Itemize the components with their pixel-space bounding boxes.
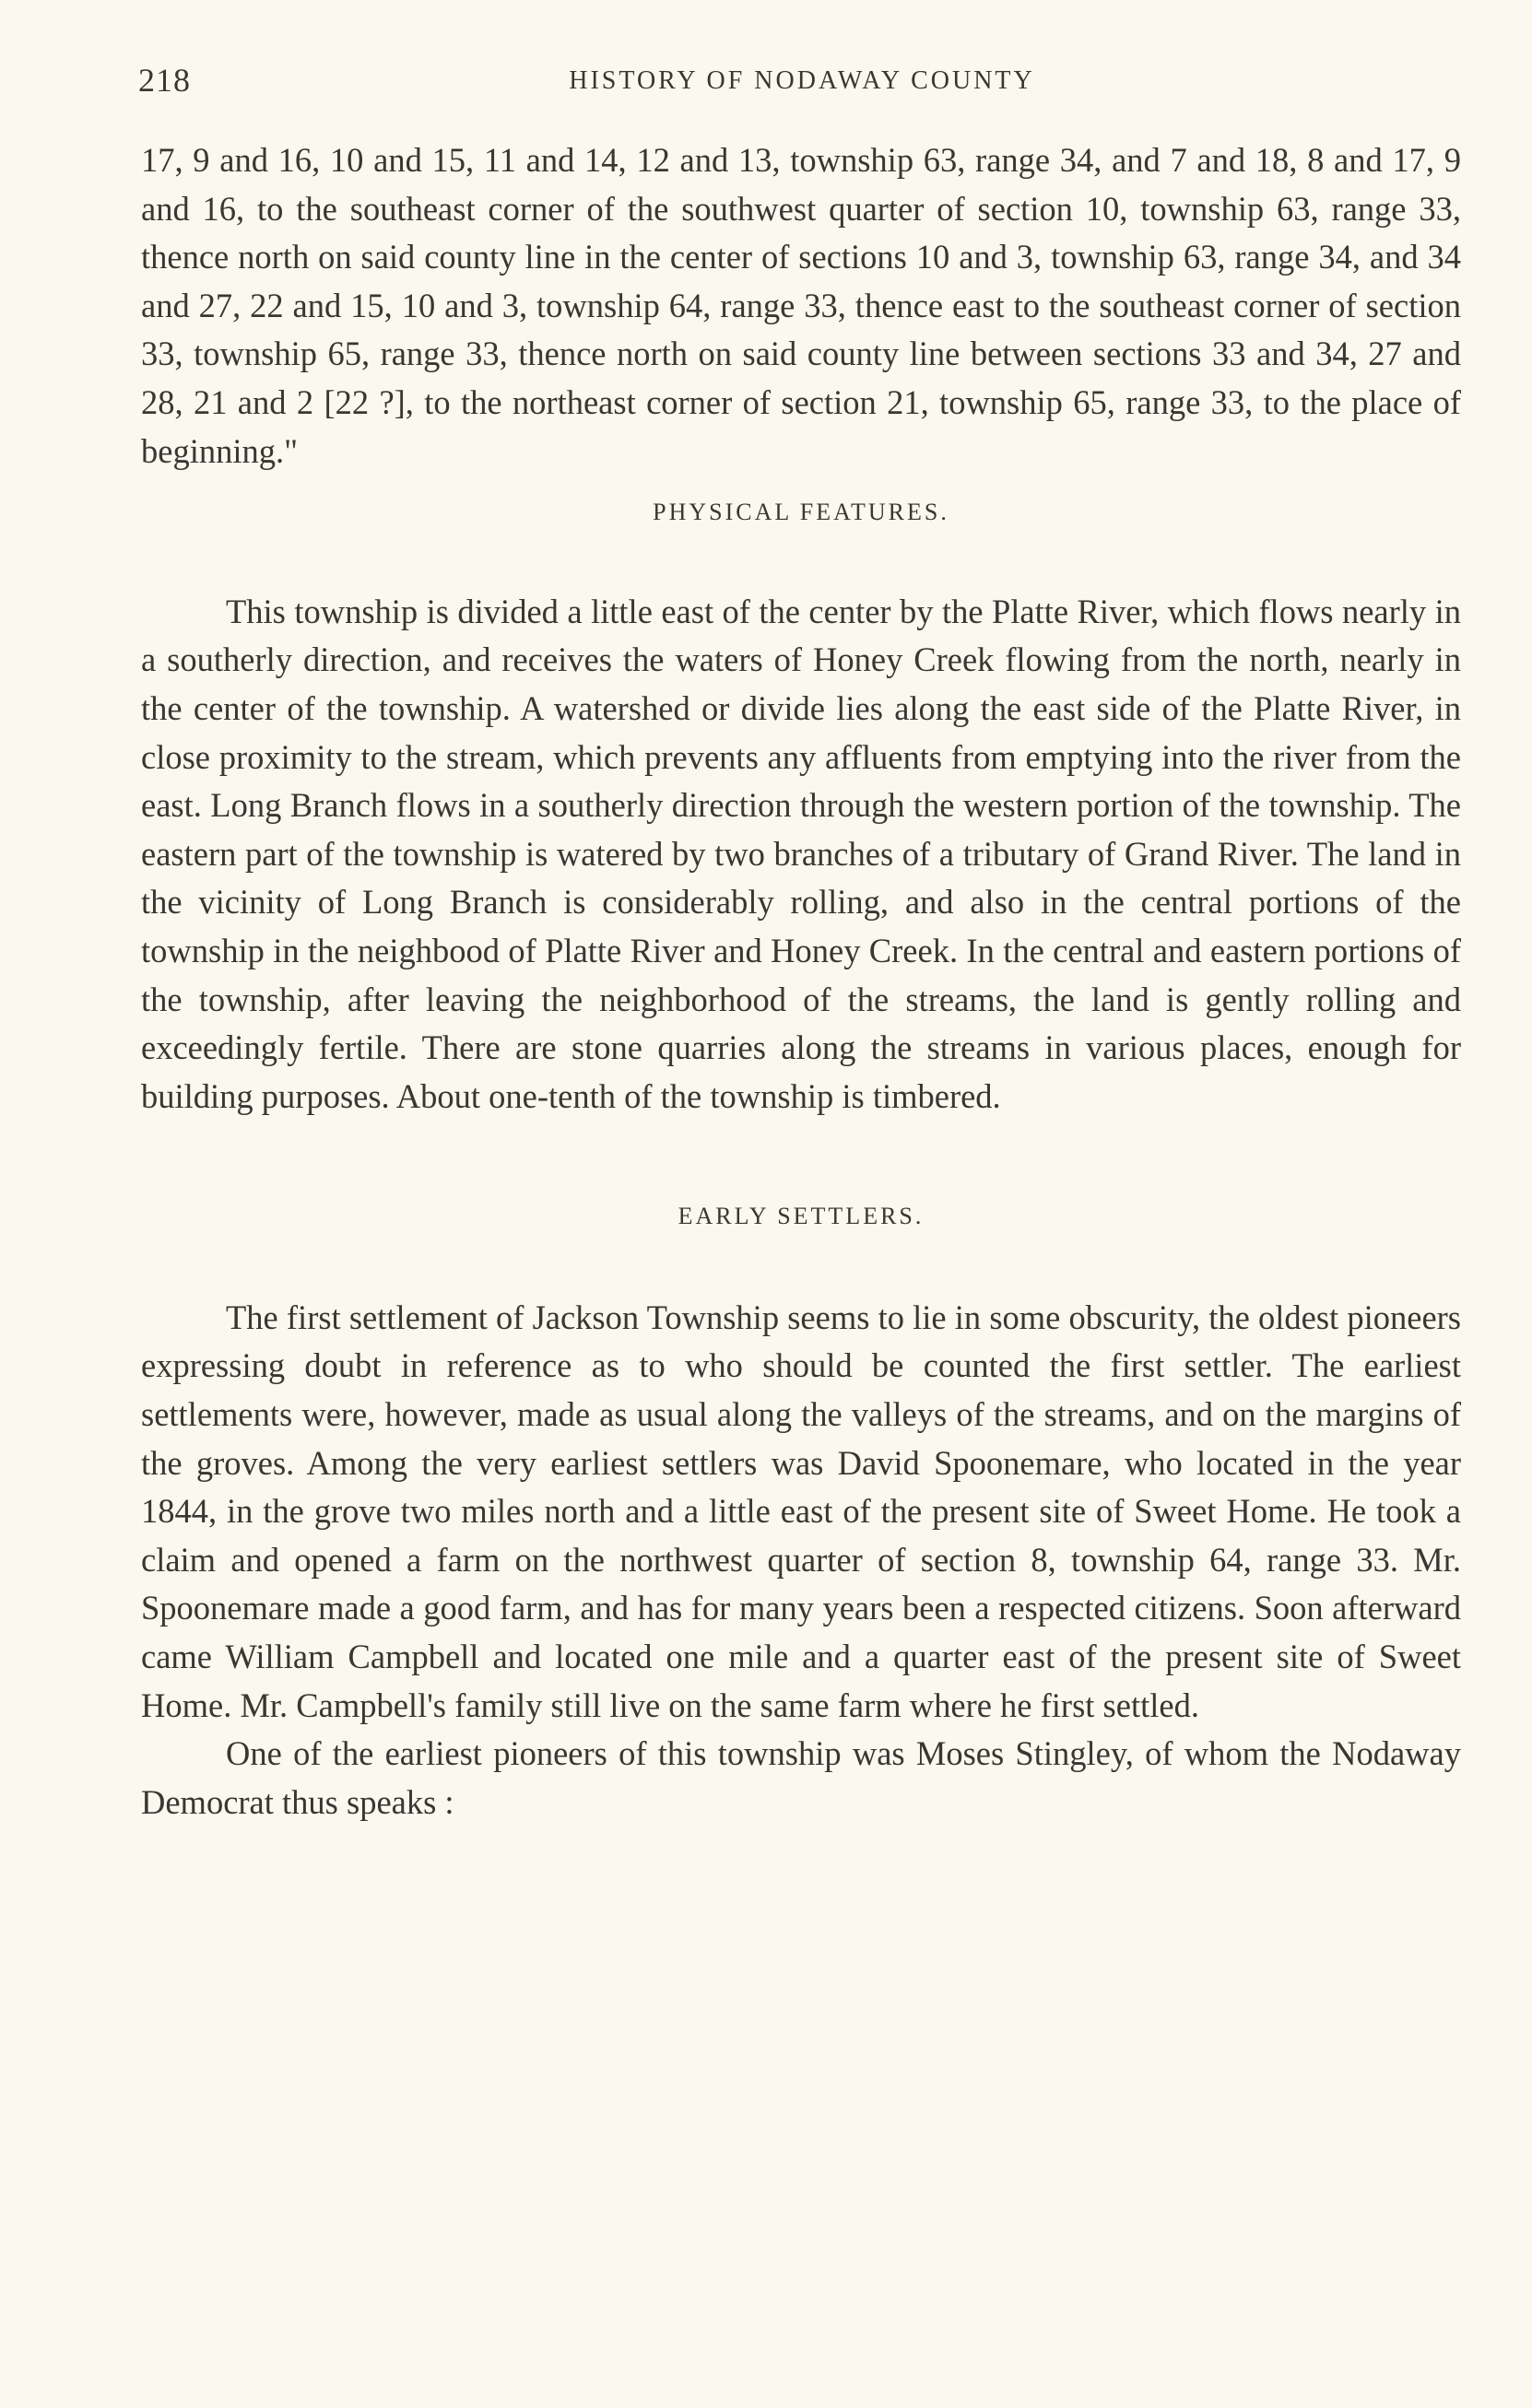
opening-paragraph: 17, 9 and 16, 10 and 15, 11 and 14, 12 and 13, township 63, range 34, and 7 and 18, 8 and 17, 9 and 16, to the southeast corner of the southwest quarter of section 10, township 63, range 33, thence north on said county line in the center of sections 10 and 3, township 63, range 34, and 34 and 27, 22 and 15, 10 and 3, township 64, range 33, thence east to the southeast corner of section 33, township 65, range 33, thence north on said county line between sections 33 and 34, 27 and 28, 21 and 2 [22 ?], to the northeast corner of section 21, township 65, range 33, to the place of beginning." xyxy=(141,141,1461,470)
section-heading-early-settlers: EARLY SETTLERS. xyxy=(678,1203,925,1230)
running-head-title: HISTORY OF NODAWAY COUNTY xyxy=(569,66,1035,95)
early-settlers-paragraph-1: The first settlement of Jackson Township seems to lie in some obscurity, the oldest pioneers expressing doubt in reference as to who should be counted the first settler. The earliest settlements were, however, made as usual along the valleys of the streams, and on the margins of the groves. Among the very earliest settlers was David Spoonemare, who located in the year 1844, in the grove two miles north and a little east of the present site of Sweet Home. He took a claim and opened a farm on the northwest quarter of section 8, township 64, range 33. Mr. Spoonemare made a good farm, and has for many years been a respected citizens. Soon afterward came William Campbell and located one mile and a quarter east of the present site of Sweet Home. Mr. Campbell's family still live on the same farm where he first settled. xyxy=(141,1298,1461,1724)
running-head xyxy=(138,61,1466,107)
body-text xyxy=(141,136,1461,1827)
early-settlers-paragraph-2: One of the earliest pioneers of this township was Moses Stingley, of whom the Nodaway Democrat thus speaks : xyxy=(141,1734,1461,1821)
physical-features-paragraph: This township is divided a little east of the center by the Platte River, which flows nearly in a southerly direction, and receives the waters of Honey Creek flowing from the north, nearly in the center of the township. A watershed or divide lies along the east side of the Platte River, in close proximity to the stream, which prevents any affluents from emptying into the river from the east. Long Branch flows in a southerly direction through the western portion of the township. The eastern part of the township is watered by two branches of a tributary of Grand River. The land in the vicinity of Long Branch is considerably rolling, and also in the central portions of the township in the neighbood of Platte River and Honey Creek. In the central and eastern portions of the township, after leaving the neighborhood of the streams, the land is gently rolling and exceedingly fertile. There are stone quarries along the streams in various places, enough for building purposes. About one-tenth of the township is timbered. xyxy=(141,592,1461,1115)
section-heading-physical-features: PHYSICAL FEATURES. xyxy=(653,499,949,526)
page-number: 218 xyxy=(138,62,191,99)
